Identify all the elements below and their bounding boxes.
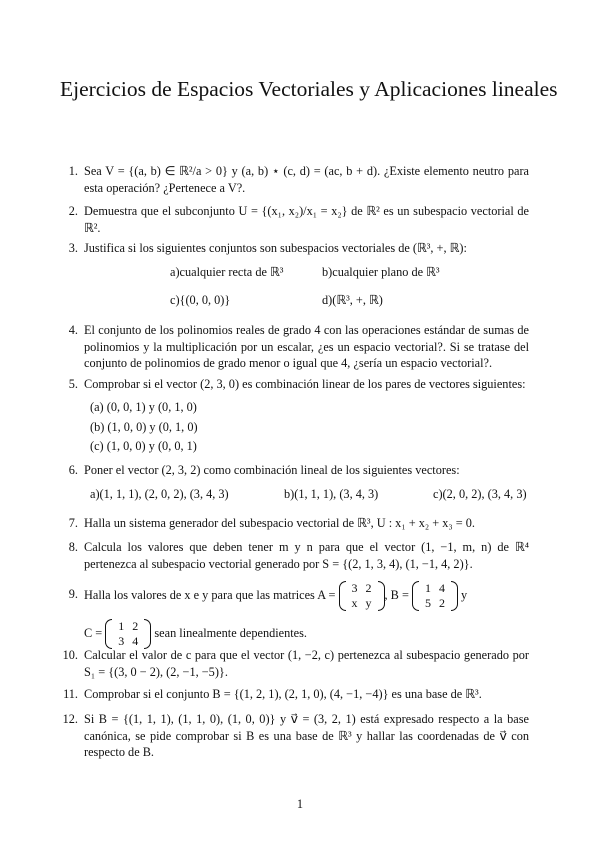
exercise-10 — [62, 647, 529, 680]
option-d: d)(ℝ³, +, ℝ) — [322, 293, 383, 307]
exercise-number: 3. — [68, 241, 78, 255]
exercise-text: Calcular el valor de c para que el vector (1, −2, c) pertenezca al subespacio generado por S₁ = {(3, 0 − 2), (2, −1, −5)}. — [84, 648, 529, 679]
exercise-text: Calcula los valores que deben tener m y n para que el vector (1, −1, m, n) de ℝ⁴ pertenezca al subespacio vectorial generado por S = {(2, 1, 3, 4), (1, −1, 4, 2)}. — [84, 540, 529, 571]
exercise-text: Demuestra que el subconjunto U = {(x₁, x₂)/x₁ = x₂} de ℝ² es un subespacio vectorial de ℝ². — [84, 204, 529, 235]
exercise-5 — [68, 376, 529, 393]
exercise-number: 12. — [62, 712, 78, 726]
option-b: b)(1, 1, 1), (3, 4, 3) — [284, 487, 379, 501]
exercise-number: 5. — [68, 377, 78, 391]
exercise-text: Comprobar si el vector (2, 3, 0) es combinación linear de los pares de vectores siguientes: — [84, 377, 526, 391]
matrix-b: 1 4 5 2 — [412, 581, 458, 611]
exercise-line-1 — [84, 578, 529, 612]
exercise-text: Halla un sistema generador del subespacio vectorial de ℝ³, U : x₁ + x₂ + x₃ = 0. — [84, 516, 475, 530]
matrix-c: 1 2 3 4 — [105, 619, 151, 649]
exercise-4 — [68, 322, 529, 372]
exercise-number: 2. — [68, 204, 78, 218]
exercise-text: C = — [84, 626, 103, 640]
exercise-6 — [68, 462, 529, 479]
subitem-a: (a) (0, 0, 1) y (0, 1, 0) — [90, 400, 197, 414]
exercise-text: El conjunto de los polinomios reales de grado 4 con las operaciones estándar de sumas de polinomios y la multiplicación por un escalar, ¿es un espacio vectorial?. Si se tratase del conjunto de polinomios de grado menor o igual que 4, ¿sería un espacio vectorial?. — [84, 323, 529, 370]
exercise-text: Sea V = {(a, b) ∈ ℝ²/a > 0} y (a, b) ⋆ (c, d) = (ac, b + d). ¿Existe elemento neutro para esta operación? ¿Pertenece a V?. — [84, 164, 529, 195]
exercise-text: Poner el vector (2, 3, 2) como combinación lineal de los siguientes vectores: — [84, 463, 460, 477]
subitem-c: (c) (1, 0, 0) y (0, 0, 1) — [90, 439, 197, 453]
exercise-9 — [68, 578, 529, 650]
exercise-text: Halla los valores de x e y para que las matrices A = — [84, 588, 336, 602]
exercise-text: Comprobar si el conjunto B = {(1, 2, 1), (2, 1, 0), (4, −1, −4)} es una base de ℝ³. — [84, 687, 482, 701]
exercise-12 — [62, 711, 529, 761]
exercise-number: 1. — [68, 164, 78, 178]
option-b: b)cualquier plano de ℝ³ — [322, 265, 440, 279]
exercise-number: 8. — [68, 540, 78, 554]
exercise-2 — [68, 203, 529, 236]
exercise-7 — [68, 515, 529, 532]
exercise-line-2 — [84, 616, 529, 650]
exercise-number: 6. — [68, 463, 78, 477]
exercise-3 — [68, 240, 529, 257]
option-c: c){(0, 0, 0)} — [170, 293, 231, 307]
exercise-11 — [63, 686, 529, 703]
subitem-b: (b) (1, 0, 0) y (0, 1, 0) — [90, 420, 198, 434]
exercise-text: , B = — [384, 588, 409, 602]
exercise-text: sean linealmente dependientes. — [154, 626, 307, 640]
exercise-8 — [68, 539, 529, 572]
page-number: 1 — [296, 797, 304, 811]
exercise-1 — [68, 163, 529, 196]
exercise-text: y — [461, 588, 468, 602]
exercise-text: Justifica si los siguientes conjuntos son subespacios vectoriales de (ℝ³, +, ℝ): — [84, 241, 467, 255]
option-a: a)cualquier recta de ℝ³ — [170, 265, 284, 279]
exercise-number: 7. — [68, 516, 78, 530]
exercise-text: Si B = {(1, 1, 1), (1, 1, 0), (1, 0, 0)} y v⃗ = (3, 2, 1) está expresado respecto a la base canónica, se pide comprobar si B es una base de ℝ³ y hallar las coordenadas de v⃗ con respecto de B. — [84, 712, 529, 759]
matrix-a: 3 2 x y — [339, 581, 385, 611]
exercise-number: 4. — [68, 323, 78, 337]
exercise-number: 10. — [62, 648, 78, 662]
page-title: Ejercicios de Espacios Vectoriales y Aplicaciones lineales — [60, 77, 558, 101]
option-c: c)(2, 0, 2), (3, 4, 3) — [433, 487, 527, 501]
exercise-number: 11. — [63, 687, 78, 701]
exercise-number: 9. — [68, 587, 78, 601]
option-a: a)(1, 1, 1), (2, 0, 2), (3, 4, 3) — [90, 487, 229, 501]
